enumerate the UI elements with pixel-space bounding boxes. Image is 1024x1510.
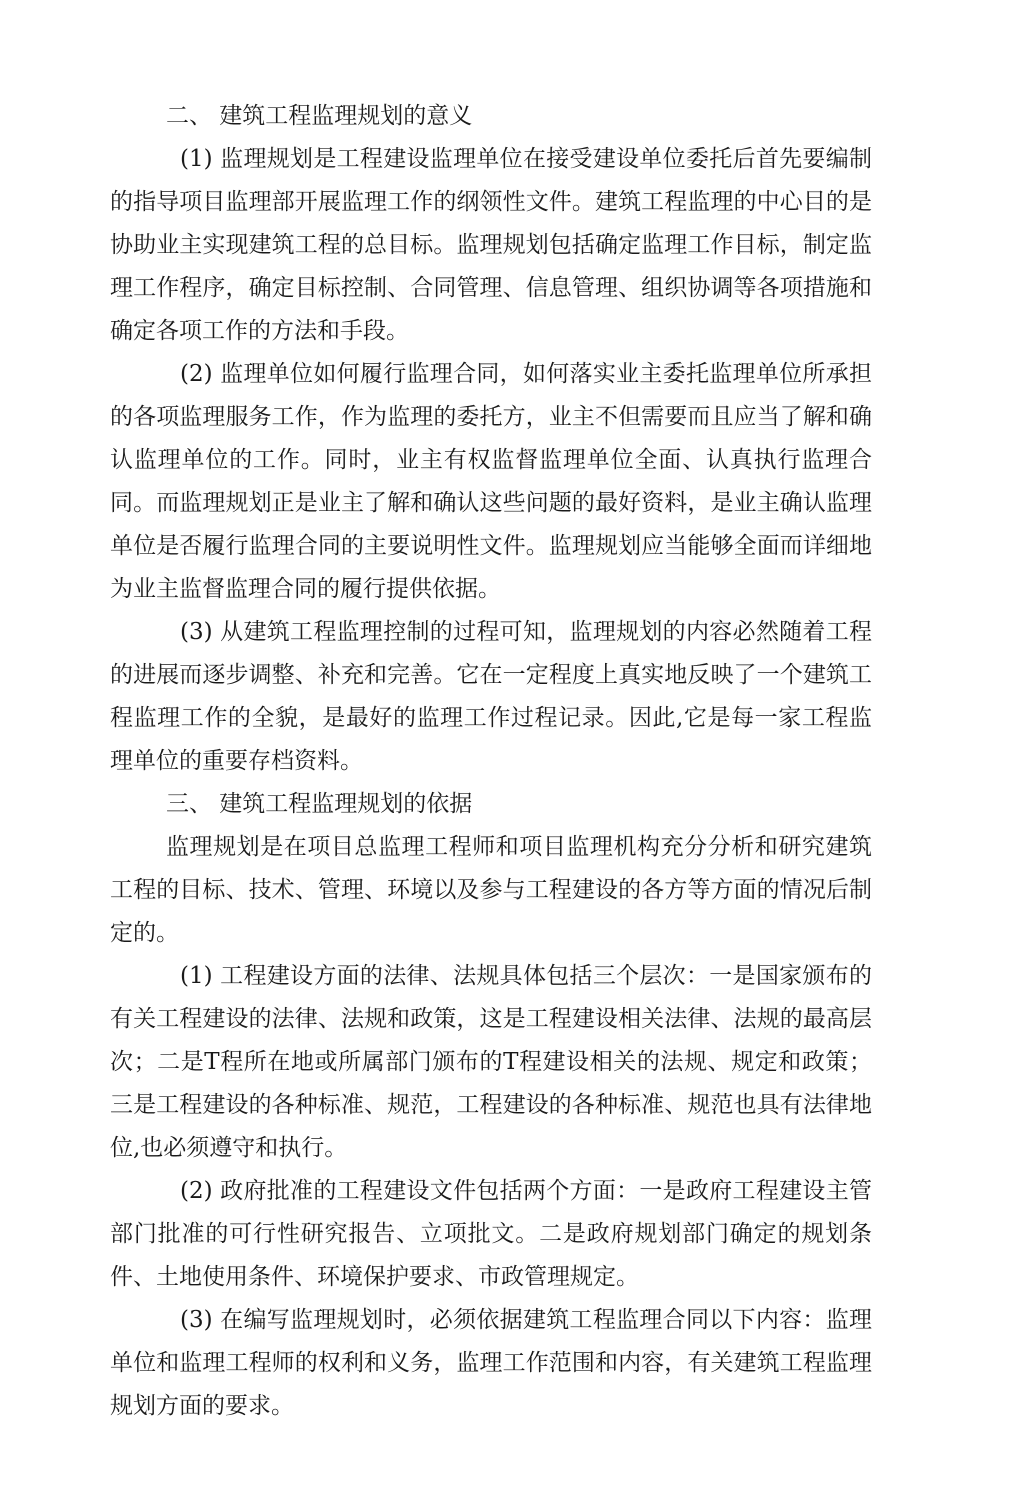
paragraph-significance-1: (1) 监理规划是工程建设监理单位在接受建设单位委托后首先要编制的指导项目监理部开展监理工作的纲领性文件。建筑工程监理的中心目的是协助业主实现建筑工程的总目标。监理规划包括确定监理工作目标，制定监理工作程序，确定目标控制、合同管理、信息管理、组织协调等各项措施和确定各项工作的方法和手段。 (110, 146, 872, 344)
paragraph-significance-3: (3) 从建筑工程监理控制的过程可知，监理规划的内容必然随着工程的进展而逐步调整、补充和完善。它在一定程度上真实地反映了一个建筑工程监理工作的全貌，是最好的监理工作过程记录。因此,它是每一家工程监理单位的重要存档资料。 (110, 619, 872, 774)
paragraph-basis-intro: 监理规划是在项目总监理工程师和项目监理机构充分分析和研究建筑工程的目标、技术、管理、环境以及参与工程建设的各方等方面的情况后制定的。 (110, 834, 872, 946)
paragraph-basis-2: (2) 政府批准的工程建设文件包括两个方面：一是政府工程建设主管部门批准的可行性研究报告、立项批文。二是政府规划部门确定的规划条件、土地使用条件、环境保护要求、市政管理规定。 (110, 1178, 872, 1290)
paragraph-basis-1: (1) 工程建设方面的法律、法规具体包括三个层次：一是国家颁布的有关工程建设的法律、法规和政策，这是工程建设相关法律、法规的最高层次；二是T程所在地或所属部门颁布的T程建设相关的法规、规定和政策；三是工程建设的各种标准、规范，工程建设的各种标准、规范也具有法律地位,也必须遵守和执行。 (110, 963, 872, 1161)
document-page (110, 95, 872, 1428)
section-heading-basis: 三、 建筑工程监理规划的依据 (166, 791, 473, 817)
paragraph-basis-3: (3) 在编写监理规划时，必须依据建筑工程监理合同以下内容：监理单位和监理工程师的权利和义务，监理工作范围和内容，有关建筑工程监理规划方面的要求。 (110, 1307, 872, 1419)
paragraph-significance-2: (2) 监理单位如何履行监理合同，如何落实业主委托监理单位所承担的各项监理服务工作，作为监理的委托方，业主不但需要而且应当了解和确认监理单位的工作。同时，业主有权监督监理单位全面、认真执行监理合同。而监理规划正是业主了解和确认这些问题的最好资料，是业主确认监理单位是否履行监理合同的主要说明性文件。监理规划应当能够全面而详细地为业主监督监理合同的履行提供依据。 (110, 361, 872, 602)
section-heading-significance: 二、 建筑工程监理规划的意义 (166, 103, 473, 129)
